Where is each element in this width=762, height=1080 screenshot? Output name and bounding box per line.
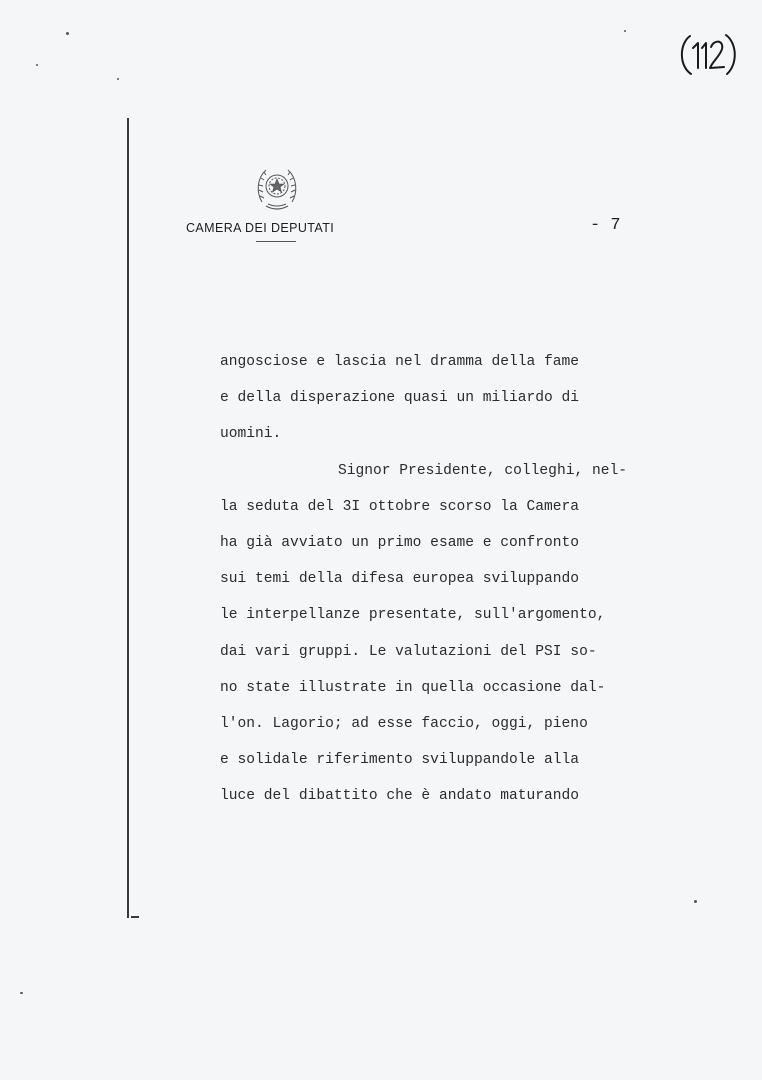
text-line: no state illustrate in quella occasione dal- (220, 679, 606, 696)
text-line: uomini. (220, 426, 282, 443)
scan-speck (20, 992, 23, 994)
text-line: le interpellanze presentate, sull'argomento, (220, 607, 606, 624)
handwritten-page-number (676, 30, 740, 78)
chamber-name-underline (256, 241, 296, 242)
text-line: e della disperazione quasi un miliardo di (220, 390, 580, 407)
text-line: ha già avviato un primo esame e confronto (220, 534, 580, 551)
scan-speck (36, 64, 38, 66)
italian-republic-emblem-icon (254, 162, 300, 214)
text-line: l'on. Lagorio; ad esse faccio, oggi, pieno (220, 715, 588, 732)
scan-speck (66, 32, 69, 35)
margin-tick (131, 916, 139, 918)
text-line: e solidale riferimento sviluppandole alla (220, 752, 580, 769)
body-text (220, 344, 640, 814)
scan-speck (694, 900, 697, 903)
text-line: sui temi della difesa europea sviluppando (220, 571, 580, 588)
chamber-name: CAMERA DEI DEPUTATI (186, 221, 335, 235)
left-margin-rule (127, 118, 129, 918)
page-number: - 7 (590, 216, 621, 235)
text-line: la seduta del 3I ottobre scorso la Camera (220, 498, 580, 515)
text-line: dai vari gruppi. Le valutazioni del PSI so- (220, 643, 597, 660)
scan-speck (117, 78, 119, 80)
text-line: angosciose e lascia nel dramma della fame (220, 354, 580, 370)
scan-speck (624, 30, 626, 32)
text-line-paragraph-start: Signor Presidente, colleghi, nel- (338, 462, 628, 479)
text-line: luce del dibattito che è andato maturando (220, 788, 580, 805)
